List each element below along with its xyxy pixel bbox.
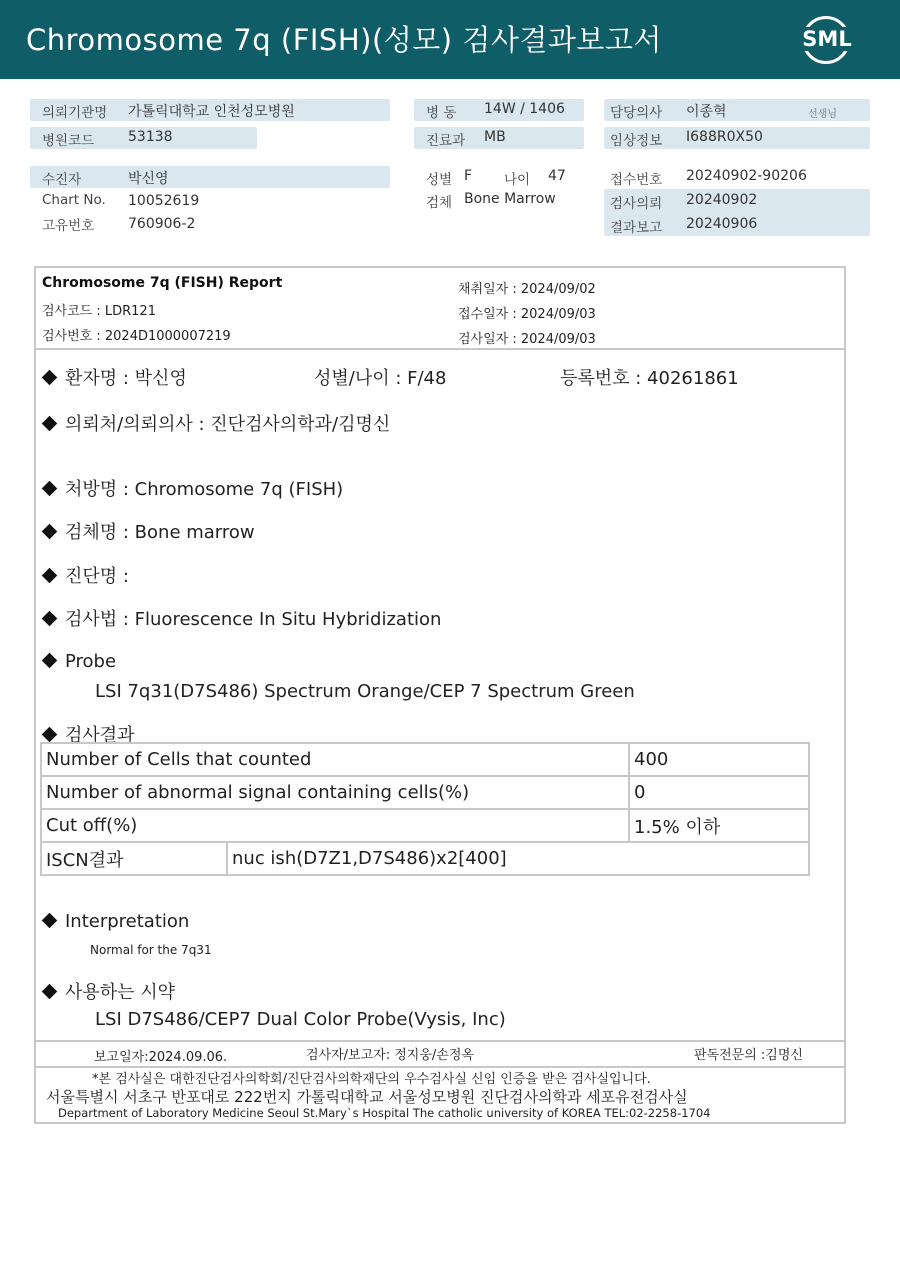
interpretation-text: Normal for the 7q31 — [90, 943, 212, 957]
patient-value: 박신영 — [128, 171, 169, 187]
result-value-cell: 1.5% 이하 — [629, 809, 809, 842]
report-header-divider — [35, 348, 845, 350]
specimen-label: 검체 — [426, 195, 453, 211]
test-code: 검사코드 : LDR121 — [42, 304, 156, 319]
ward-label: 병 동 — [426, 105, 457, 121]
chart-label: Chart No. — [42, 192, 106, 208]
hospital-value: 가톨릭대학교 인천성모병원 — [128, 104, 295, 120]
probe-heading: Probe — [40, 651, 116, 672]
receipt-value: 20240902-90206 — [686, 168, 807, 184]
chart-value: 10052619 — [128, 193, 200, 209]
prescription-line: 처방명 : Chromosome 7q (FISH) — [40, 475, 343, 501]
specimen-value: Bone Marrow — [464, 191, 556, 207]
uid-label: 고유번호 — [42, 218, 95, 234]
patient-name-line: 환자명 : 박신영 — [40, 364, 187, 390]
table-row — [41, 809, 809, 842]
result-label-cell: Cut off(%) — [41, 809, 629, 842]
dept-label: 진료과 — [426, 133, 466, 149]
interpretation-heading: Interpretation — [40, 911, 189, 932]
clinical-value: I688R0X50 — [686, 129, 763, 145]
department-line: Department of Laboratory Medicine Seoul St.Mary`s Hospital The catholic university of KOREA TEL:02-2258-1704 — [58, 1106, 711, 1120]
uid-value: 760906-2 — [128, 216, 196, 232]
certification-line: *본 검사실은 대한진단검사의학회/진단검사의학재단의 우수검사실 신임 인증을 받은 검사실입니다. — [92, 1072, 651, 1087]
doctor-suffix: 선생님 — [808, 109, 837, 120]
age-value: 47 — [548, 168, 566, 184]
test-date: 검사일자 : 2024/09/03 — [458, 332, 596, 347]
sex-value: F — [464, 168, 473, 184]
reagent-heading: 사용하는 시약 — [40, 978, 175, 1004]
reporter: 검사자/보고자: 정지웅/손정옥 — [306, 1048, 474, 1063]
report-date: 보고일자:2024.09.06. — [94, 1050, 228, 1065]
band-patient — [30, 166, 390, 188]
age-label: 나이 — [504, 172, 531, 188]
result-date-value: 20240906 — [686, 216, 758, 232]
result-date-label: 결과보고 — [610, 220, 663, 236]
code-value: 53138 — [128, 129, 173, 145]
patient-label: 수진자 — [42, 172, 82, 188]
result-value-cell: 0 — [629, 776, 809, 809]
doctor-label: 담당의사 — [610, 105, 663, 121]
table-row — [41, 776, 809, 809]
table-row — [41, 743, 809, 776]
result-value-cell: 400 — [629, 743, 809, 776]
report-title: Chromosome 7q (FISH) Report — [42, 275, 283, 291]
request-label: 검사의뢰 — [610, 196, 663, 212]
reg-no-line: 등록번호 : 40261861 — [560, 368, 739, 389]
clinical-label: 임상정보 — [610, 133, 663, 149]
test-no: 검사번호 : 2024D1000007219 — [42, 329, 231, 344]
method-line: 검사법 : Fluorescence In Situ Hybridization — [40, 605, 441, 631]
logo-text: SML — [796, 27, 858, 51]
result-label-cell: Number of abnormal signal containing cells(%) — [41, 776, 629, 809]
receipt-label: 접수번호 — [610, 172, 663, 188]
requester-line: 의뢰처/의뢰의사 : 진단검사의학과/김명신 — [40, 410, 390, 436]
iscn-value-cell: nuc ish(D7Z1,D7S486)x2[400] — [227, 842, 809, 875]
result-heading: 검사결과 — [40, 721, 135, 747]
ward-value: 14W / 1406 — [484, 101, 565, 117]
dept-value: MB — [484, 129, 506, 145]
code-label: 병원코드 — [42, 133, 95, 149]
specimen-line: 검체명 : Bone marrow — [40, 518, 255, 544]
diagnosis-line: 진단명 : — [40, 562, 129, 588]
doctor-value: 이종혁 — [686, 104, 727, 120]
request-value: 20240902 — [686, 192, 758, 208]
specialist: 판독전문의 :김명신 — [694, 1048, 803, 1063]
sml-logo — [796, 10, 858, 70]
sex-label: 성별 — [426, 172, 453, 188]
reagent-text: LSI D7S486/CEP7 Dual Color Probe(Vysis, Inc) — [95, 1009, 506, 1030]
report-header — [0, 0, 900, 79]
result-label-cell: Number of Cells that counted — [41, 743, 629, 776]
result-table — [40, 742, 810, 876]
report-footer-divider — [35, 1040, 845, 1042]
collect-date: 채취일자 : 2024/09/02 — [458, 282, 596, 297]
document-title: Chromosome 7q (FISH)(성모) 검사결과보고서 — [26, 23, 662, 57]
table-row — [41, 842, 809, 875]
address-line: 서울특별시 서초구 반포대로 222번지 가톨릭대학교 서울성모병원 진단검사의학과 세포유전검사실 — [46, 1088, 688, 1106]
sex-age-line: 성별/나이 : F/48 — [314, 368, 447, 389]
hospital-label: 의뢰기관명 — [42, 105, 108, 121]
probe-text: LSI 7q31(D7S486) Spectrum Orange/CEP 7 Spectrum Green — [95, 681, 635, 702]
iscn-label-cell: ISCN결과 — [41, 842, 227, 875]
receipt-date: 접수일자 : 2024/09/03 — [458, 307, 596, 322]
